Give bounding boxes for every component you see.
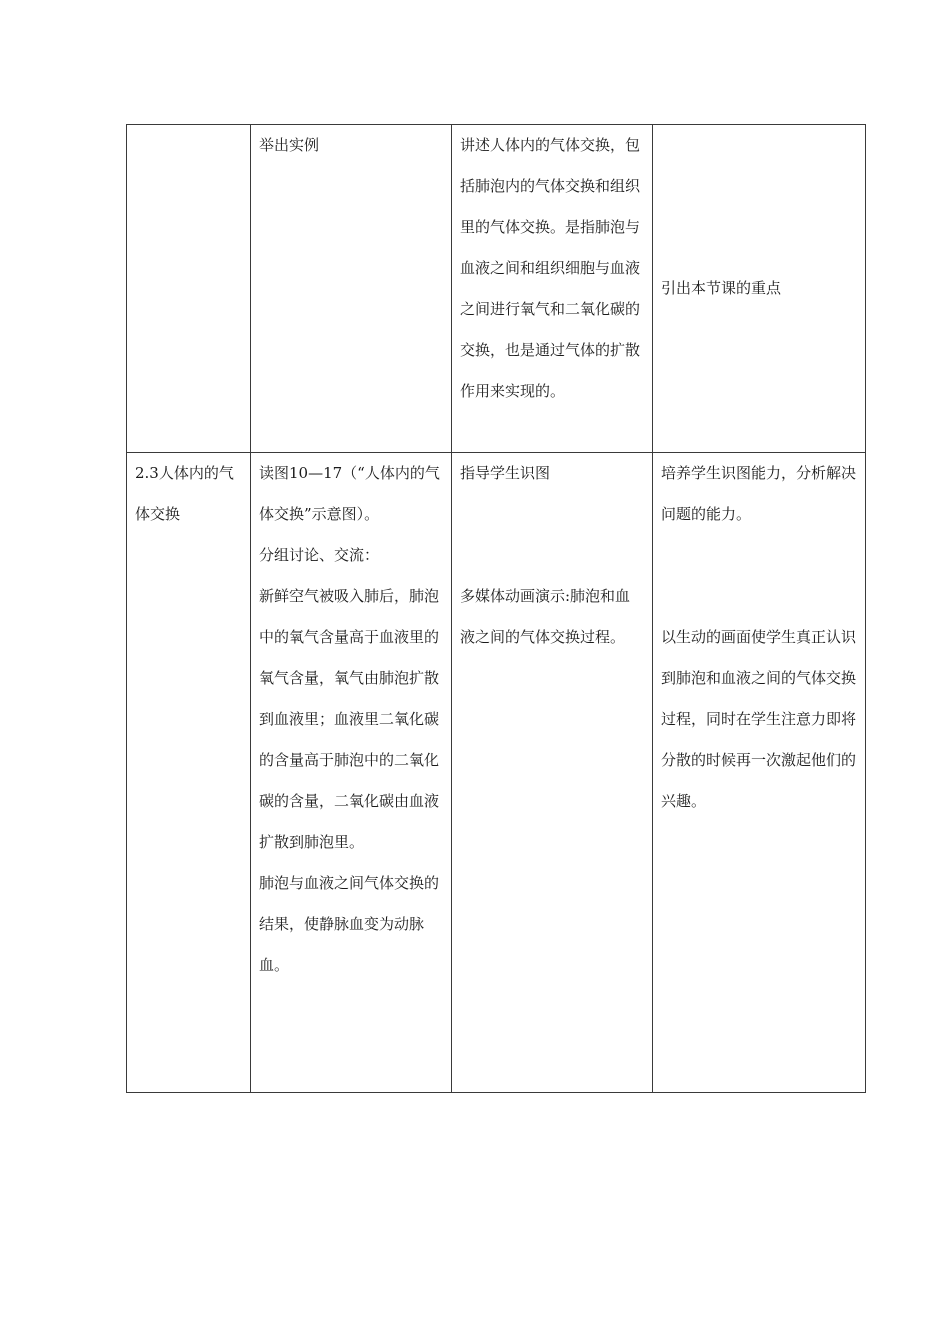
paragraph: 肺泡与血液之间气体交换的结果，使静脉血变为动脉血。 (259, 874, 440, 974)
section-cell (127, 125, 251, 453)
design-intent-cell (653, 453, 866, 1093)
paragraph: 读图10—17（“人体内的气体交换”示意图）。 (259, 464, 440, 523)
lesson-plan-table (126, 124, 866, 1093)
table-row (127, 453, 866, 1093)
paragraph: 新鲜空气被吸入肺后，肺泡中的氧气含量高于血液里的氧气含量，氧气由肺泡扩散到血液里；血液里二氧化碳的含量高于肺泡中的二氧化碳的含量，二氧化碳由血液扩散到肺泡里。 (259, 587, 440, 851)
paragraph: 分组讨论、交流： (259, 546, 380, 564)
table-row (127, 125, 866, 453)
spacer (661, 535, 857, 617)
paragraph: 多媒体动画演示:肺泡和血液之间的气体交换过程。 (460, 587, 631, 646)
paragraph: 培养学生识图能力，分析解决问题的能力。 (661, 464, 857, 523)
design-intent-cell: 引出本节课的重点 (653, 125, 866, 453)
paragraph: 指导学生识图 (460, 464, 551, 482)
spacer (460, 494, 644, 576)
student-activity-cell: 举出实例 (251, 125, 452, 453)
paragraph: 以生动的画面使学生真正认识到肺泡和血液之间的气体交换过程，同时在学生注意力即将分散的时候再一次激起他们的兴趣。 (661, 628, 857, 810)
teacher-activity-cell (452, 453, 653, 1093)
teacher-activity-cell: 讲述人体内的气体交换，包括肺泡内的气体交换和组织里的气体交换。是指肺泡与血液之间和组织细胞与血液之间进行氧气和二氧化碳的交换，也是通过气体的扩散作用来实现的。 (452, 125, 653, 453)
section-cell: 2.3人体内的气体交换 (127, 453, 251, 1093)
student-activity-cell (251, 453, 452, 1093)
